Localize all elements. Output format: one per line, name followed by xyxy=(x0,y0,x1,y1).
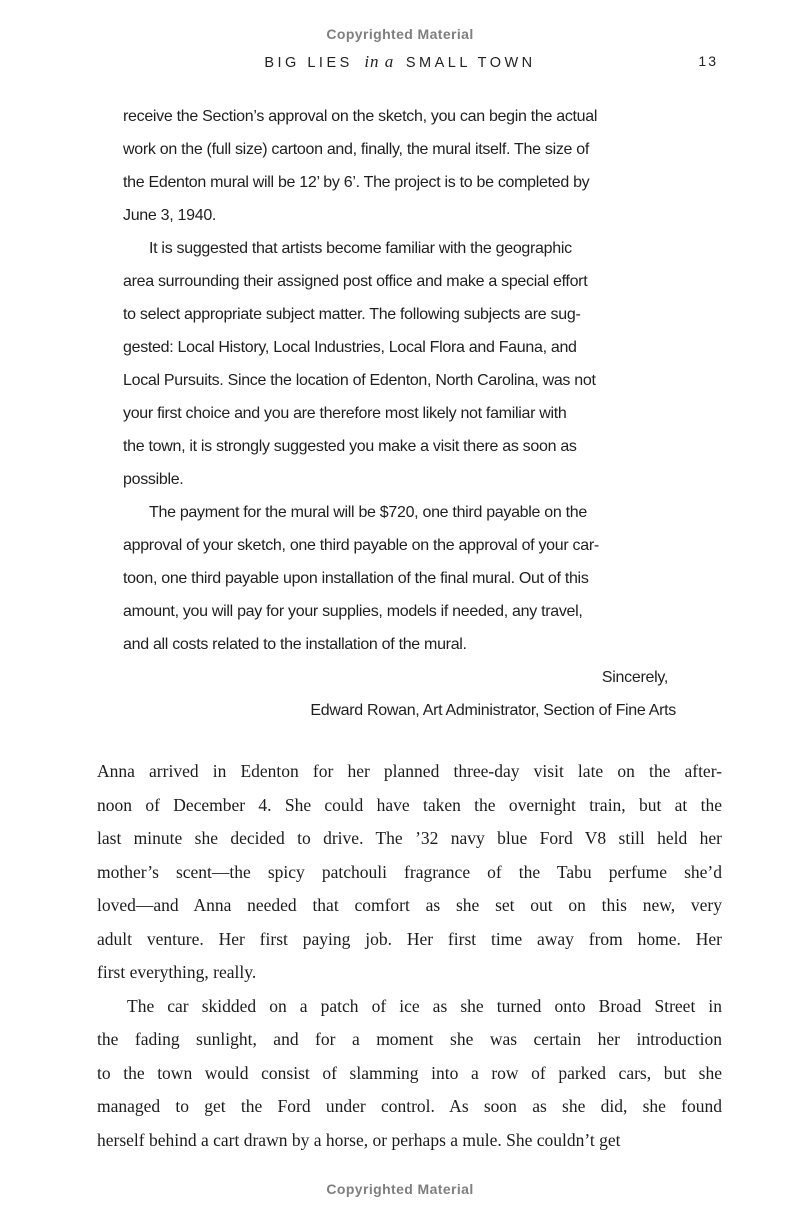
text-line: June 3, 1940. xyxy=(123,207,217,224)
letter-excerpt xyxy=(123,100,688,661)
text-line: toon, one third payable upon installation of the final mural. Out of this xyxy=(123,570,589,587)
copyright-notice-bottom: Copyrighted Material xyxy=(326,1181,474,1197)
text-line: managed to get the Ford under control. As soon as she did, she found xyxy=(97,1096,722,1116)
narrative-text xyxy=(97,755,722,1157)
running-title-italic: in a xyxy=(364,52,395,71)
text-line: to select appropriate subject matter. The following subjects are sug- xyxy=(123,306,581,323)
text-line: the fading sunlight, and for a moment she was certain her introduction xyxy=(97,1029,722,1049)
text-line: adult venture. Her first paying job. Her first time away from home. Her xyxy=(97,928,722,949)
text-line: Anna arrived in Edenton for her planned three-day visit late on the after- xyxy=(97,761,722,781)
text-line: The payment for the mural will be $720, one third payable on the xyxy=(149,504,587,521)
running-title-left: BIG LIES xyxy=(264,55,353,71)
text-line: mother’s scent—the spicy patchouli fragrance of the Tabu perfume she’d xyxy=(97,861,722,882)
text-line: first everything, really. xyxy=(97,962,257,982)
text-line: last minute she decided to drive. The ’32 navy blue Ford V8 still held her xyxy=(97,828,722,848)
letter-signature: Edward Rowan, Art Administrator, Section of Fine Arts xyxy=(310,702,676,719)
paragraph xyxy=(97,755,722,990)
text-line: loved—and Anna needed that comfort as she set out on this new, very xyxy=(97,895,722,915)
text-line: your first choice and you are therefore most likely not familiar with xyxy=(123,405,567,422)
page-header xyxy=(0,52,800,74)
letter-closing: Sincerely, xyxy=(601,669,668,686)
text-line: gested: Local History, Local Industries, Local Flora and Fauna, and xyxy=(123,339,577,356)
text-line: noon of December 4. She could have taken the overnight train, but at the xyxy=(97,794,722,815)
text-line: It is suggested that artists become familiar with the geographic xyxy=(149,240,572,257)
text-line: area surrounding their assigned post office and make a special effort xyxy=(123,273,588,290)
text-line: possible. xyxy=(123,471,184,488)
text-line: to the town would consist of slamming into a row of parked cars, but she xyxy=(97,1062,722,1083)
text-line: and all costs related to the installation of the mural. xyxy=(123,636,467,653)
letter-signature-block xyxy=(123,661,688,727)
running-title xyxy=(0,52,800,72)
paragraph xyxy=(123,100,688,232)
text-line: approval of your sketch, one third payable on the approval of your car- xyxy=(123,537,599,554)
text-line: amount, you will pay for your supplies, models if needed, any travel, xyxy=(123,603,583,620)
running-title-right: SMALL TOWN xyxy=(405,55,536,71)
text-line: herself behind a cart drawn by a horse, or perhaps a mule. She couldn’t get xyxy=(97,1129,621,1150)
text-line: the town, it is strongly suggested you make a visit there as soon as xyxy=(123,438,577,455)
text-line: Local Pursuits. Since the location of Edenton, North Carolina, was not xyxy=(123,372,596,389)
text-line: receive the Section’s approval on the sketch, you can begin the actual xyxy=(123,108,598,125)
text-line: the Edenton mural will be 12’ by 6’. The project is to be completed by xyxy=(123,174,590,191)
text-line: The car skidded on a patch of ice as she turned onto Broad Street in xyxy=(127,995,722,1016)
paragraph xyxy=(123,496,688,661)
paragraph xyxy=(97,990,722,1158)
page-number: 13 xyxy=(698,53,718,69)
copyright-notice-top: Copyrighted Material xyxy=(326,26,474,42)
text-line: work on the (full size) cartoon and, finally, the mural itself. The size of xyxy=(123,141,590,158)
paragraph xyxy=(123,232,688,496)
